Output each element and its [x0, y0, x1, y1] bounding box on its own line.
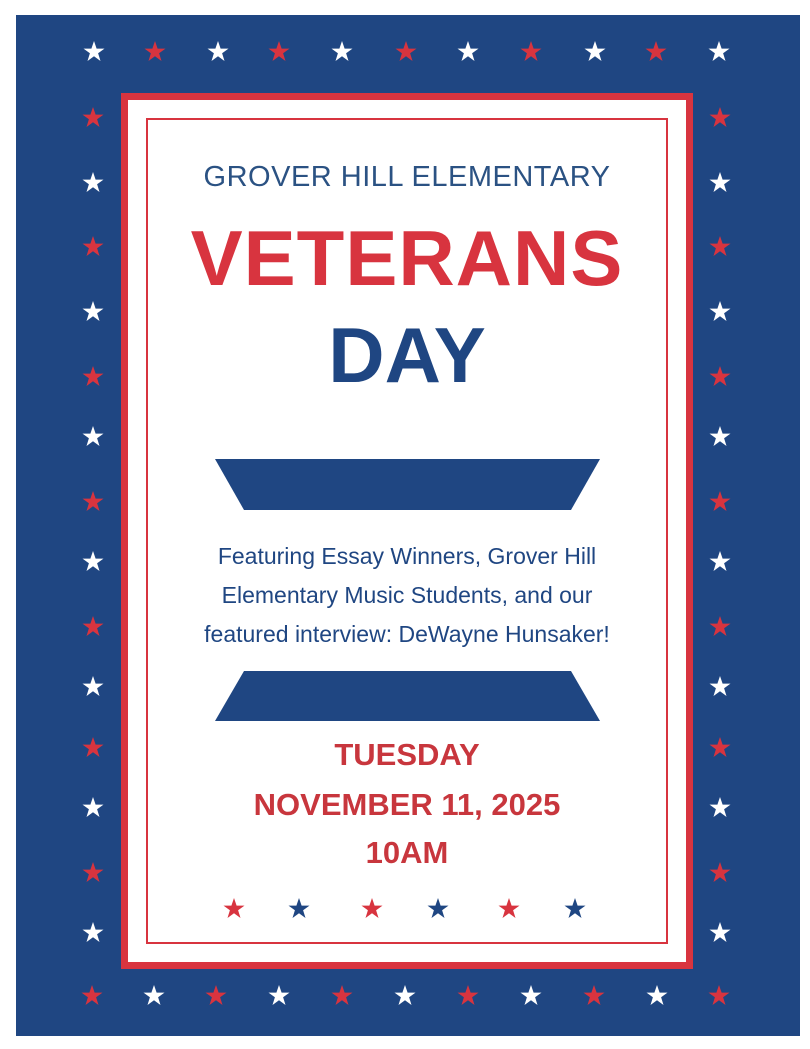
star-icon	[267, 984, 291, 1008]
description-line: Elementary Music Students, and our	[221, 582, 593, 608]
star-icon	[708, 490, 732, 514]
star-icon	[360, 897, 384, 921]
star-icon	[708, 550, 732, 574]
school-name: GROVER HILL ELEMENTARY	[203, 161, 611, 193]
star-icon	[583, 40, 607, 64]
star-icon	[81, 425, 105, 449]
star-icon	[456, 984, 480, 1008]
star-icon	[267, 40, 291, 64]
star-icon	[206, 40, 230, 64]
description-line: Featuring Essay Winners, Grover Hill	[217, 543, 597, 569]
star-icon	[81, 861, 105, 885]
star-icon	[707, 40, 731, 64]
star-icon	[708, 861, 732, 885]
star-icon	[456, 40, 480, 64]
star-icon	[707, 984, 731, 1008]
star-icon	[81, 235, 105, 259]
star-icon	[708, 171, 732, 195]
description-line: featured interview: DeWayne Hunsaker!	[204, 621, 610, 647]
star-icon	[81, 171, 105, 195]
star-icon	[582, 984, 606, 1008]
star-icon	[81, 300, 105, 324]
star-icon	[426, 897, 450, 921]
star-icon	[222, 897, 246, 921]
star-icon	[82, 40, 106, 64]
star-icon	[708, 796, 732, 820]
star-icon	[81, 490, 105, 514]
title-veterans: VETERANS	[190, 214, 624, 302]
star-icon	[708, 675, 732, 699]
star-icon	[708, 106, 732, 130]
star-icon	[143, 40, 167, 64]
banner-bottom	[215, 671, 600, 722]
star-icon	[81, 921, 105, 945]
star-icon	[287, 897, 311, 921]
star-icon	[81, 675, 105, 699]
star-icon	[497, 897, 521, 921]
event-day: TUESDAY	[334, 737, 480, 772]
star-icon	[563, 897, 587, 921]
star-icon	[81, 736, 105, 760]
star-icon	[204, 984, 228, 1008]
event-description	[146, 537, 668, 654]
star-icon	[142, 984, 166, 1008]
event-time: 10AM	[365, 835, 449, 870]
title-day: DAY	[328, 311, 486, 399]
star-icon	[394, 40, 418, 64]
star-icon	[519, 40, 543, 64]
star-icon	[708, 300, 732, 324]
event-date: NOVEMBER 11, 2025	[253, 787, 561, 822]
star-icon	[81, 106, 105, 130]
star-icon	[81, 550, 105, 574]
banner-top	[215, 459, 600, 511]
star-icon	[708, 425, 732, 449]
star-icon	[708, 365, 732, 389]
star-icon	[644, 40, 668, 64]
star-icon	[708, 921, 732, 945]
star-icon	[80, 984, 104, 1008]
star-icon	[708, 615, 732, 639]
star-icon	[519, 984, 543, 1008]
star-icon	[330, 984, 354, 1008]
star-icon	[330, 40, 354, 64]
star-icon	[81, 365, 105, 389]
star-icon	[645, 984, 669, 1008]
star-icon	[708, 736, 732, 760]
star-icon	[81, 796, 105, 820]
star-icon	[81, 615, 105, 639]
star-icon	[708, 235, 732, 259]
star-icon	[393, 984, 417, 1008]
